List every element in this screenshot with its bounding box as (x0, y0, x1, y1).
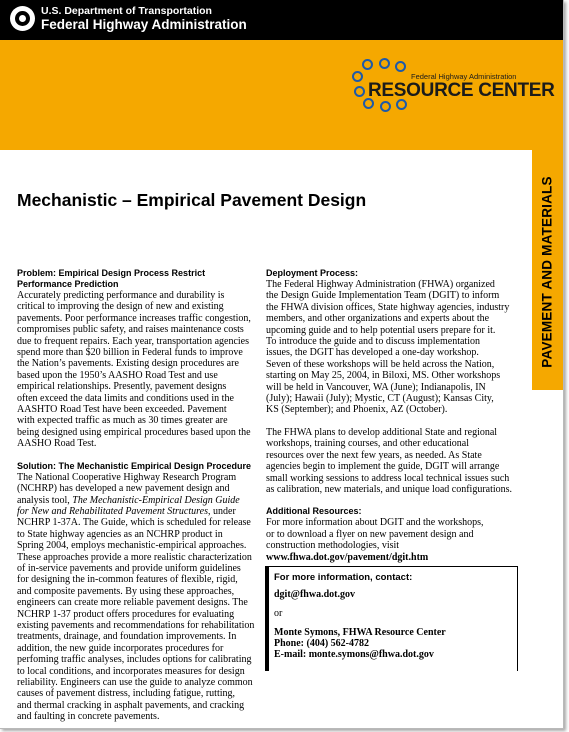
agency-name: Federal Highway Administration (41, 17, 247, 32)
resources-line: For more information about DGIT and the workshops, (266, 517, 484, 529)
contact-heading: For more information, contact: (274, 572, 413, 583)
contact-box (265, 566, 518, 671)
solution-line: addition, the new guide incorporates procedures for (17, 642, 224, 654)
solution-line: and faulting in concrete pavements. (17, 711, 160, 723)
problem-line: critical to improving the design of new and existing (17, 301, 224, 313)
problem-heading: Performance Prediction (17, 279, 119, 289)
deployment-line: members, and other organizations and experts about the (266, 313, 490, 325)
solution-line: Spring 2004, employs mechanistic-empirical approaches. (17, 540, 247, 552)
problem-heading: Problem: Empirical Design Process Restrict (17, 268, 206, 278)
contact-email-link[interactable]: dgit@fhwa.dot.gov (274, 589, 355, 600)
solution-line: perfoming traffic analyses, includes options for calibrating (17, 654, 252, 666)
deployment-line: the Design Guide Implementation Team (DGIT) to inform (266, 290, 500, 302)
solution-line: and thermal cracking in asphalt pavements, and cracking (17, 699, 245, 711)
problem-line: empirical relationships. Presently, pavement designs (17, 381, 227, 393)
solution-line: reliability. Engineers can use the guide to analyze common (17, 677, 253, 688)
guide-title: The Mechanistic-Empirical Design Guide (72, 494, 240, 506)
problem-line: pavements. Poor performance increases traffic congestion, (17, 312, 251, 324)
solution-line: to local conditions, and incorporates measures for design (17, 665, 245, 677)
problem-line: compromises public safety, and raises maintenance costs (17, 324, 244, 336)
category-label: PAVEMENT AND MATERIALS (539, 176, 555, 368)
page-title: Mechanistic – Empirical Pavement Design (17, 190, 367, 210)
solution-line: for New and Rehabilitated Pavement Structures, under (17, 505, 236, 517)
resources-line: or to download a flyer on new pavement design and (266, 528, 474, 540)
problem-line: AASHO Road Test. (17, 438, 97, 450)
solution-line: treatments, drainage, and foundation improvements. In (17, 631, 237, 643)
deployment-line: as calibration, new materials, and unique load configurations. (266, 483, 513, 495)
problem-line: with expected traffic as much as 30 times greater are (17, 415, 228, 427)
problem-line: the Nation’s pavements. Existing design procedures are (17, 358, 239, 370)
problem-line: Accurately predicting performance and durability is (17, 290, 225, 301)
deployment-line: will be held in Vancouver, WA (June); Indianapolis, IN (266, 381, 486, 393)
resource-center-name: RESOURCE CENTER (368, 80, 555, 101)
left-column (17, 268, 253, 723)
department-name: U.S. Department of Transportation (41, 5, 212, 17)
contact-or: or (274, 608, 283, 619)
deployment-line: The FHWA plans to develop additional State and regional (266, 426, 498, 438)
deployment-line: workshops, training courses, and other educational (266, 438, 470, 450)
deployment-line: To introduce the guide and to discuss implementation (266, 336, 480, 348)
contact-email-link[interactable]: E-mail: monte.symons@fhwa.dot.gov (274, 649, 434, 660)
problem-line: due to frequent repairs. Each year, transportation agencies (17, 335, 249, 347)
solution-line: for designing the in-common features of flexible, rigid, (17, 574, 238, 586)
deployment-heading: Deployment Process: (266, 268, 359, 278)
deployment-line: upcoming guide and to help potential users prepare for it. (266, 324, 496, 336)
problem-line: often exceed the data limits and conditions used in the (17, 392, 234, 404)
contact-phone: Phone: (404) 562-4782 (274, 638, 369, 649)
problem-line: based upon the 1950’s AASHO Road Test and use (17, 369, 218, 381)
solution-heading: Solution: The Mechanistic Empirical Design Procedure (17, 460, 252, 471)
deployment-line: resources over the next few years, as needed. As State (266, 449, 482, 461)
problem-line: AASHTO Road Test have been exceeded. Pavement (17, 404, 227, 416)
solution-line: analysis tool, The Mechanistic-Empirical Design Guide (17, 494, 240, 506)
deployment-line: Seven of these workshops will be held across the Nation, (266, 358, 495, 370)
solution-line: These approaches provide a more realistic characterization (17, 551, 252, 563)
solution-line: of in-service pavements and provide uniform guidelines (17, 562, 241, 574)
deployment-line: the FHWA division offices, State highway agencies, industry (266, 301, 510, 313)
resources-line: construction methodologies, visit (266, 540, 400, 552)
guide-title: for New and Rehabilitated Pavement Structures (17, 505, 208, 517)
deployment-line: issues, the DGIT has developed a one-day workshop. (266, 347, 479, 359)
solution-line: to State highway agencies as an NCHRP product in (17, 528, 223, 540)
solution-line: The National Cooperative Highway Research Program (17, 471, 237, 483)
deployment-line: small working sessions to address local technical issues such (266, 472, 510, 484)
solution-line: causes of pavement distress, including fatigue, rutting, (17, 688, 236, 700)
problem-line: spend more than $20 billion in Federal funds to improve (17, 347, 243, 359)
deployment-line: KS (September); and Phoenix, AZ (October). (266, 404, 448, 416)
solution-line: (NCHRP) has developed a new pavement design and (17, 483, 230, 495)
resources-url-link[interactable]: www.fhwa.dot.gov/pavement/dgit.htm (266, 551, 429, 563)
contact-name: Monte Symons, FHWA Resource Center (274, 627, 446, 638)
solution-line: engineers can create more reliable pavement designs. The (17, 597, 248, 609)
right-column (266, 268, 516, 563)
resources-heading: Additional Resources: (266, 506, 362, 517)
problem-line: being designed using empirical procedures based upon the (17, 426, 251, 438)
deployment-line: starting on May 25, 2004, in Biloxi, MS. Other workshops (266, 370, 501, 382)
agency-header-bar (0, 0, 563, 40)
solution-line: NCHRP 1-37A. The Guide, which is scheduled for release (17, 517, 251, 529)
deployment-line: The Federal Highway Administration (FHWA) organized (266, 279, 495, 290)
deployment-line: agencies begin to implement the guide, DGIT will arrange (266, 461, 500, 473)
solution-line: and composite pavements. By using these approaches, (17, 585, 235, 597)
dot-logo-icon (10, 6, 35, 31)
solution-line: existing pavements and recommendations for rehabilitation (17, 619, 255, 631)
deployment-line: (July); Hawaii (July); Mystic, CT (August); Kansas City, (266, 393, 494, 405)
solution-line: NCHRP 1-37 product offers procedures for evaluating (17, 608, 235, 620)
resource-center-subtitle: Federal Highway Administration (411, 72, 517, 81)
